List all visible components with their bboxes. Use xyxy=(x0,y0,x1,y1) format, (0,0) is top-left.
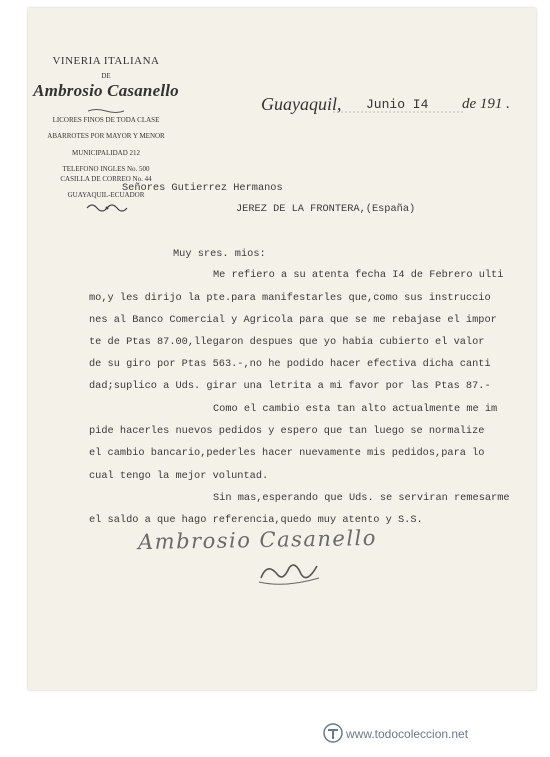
letterhead-casilla: CASILLA DE CORREO No. 44 xyxy=(60,175,152,183)
letterhead-city: GUAYAQUIL-ECUADOR xyxy=(67,191,145,199)
body-line: dad;suplico a Uds. girar una letrita a mi favor por las Ptas 87.- xyxy=(89,380,491,392)
ornament-divider-icon xyxy=(86,108,126,114)
body-line: pide hacerles nuevos pedidos y espero que tan luego se normalize xyxy=(89,425,485,437)
letterhead-abarrotes: ABARROTES POR MAYOR Y MENOR xyxy=(47,132,165,140)
body-line: mo,y les dirijo la pte.para manifestarles que,como sus instruccio xyxy=(89,292,491,304)
recipient-name: Señores Gutierrez Hermanos xyxy=(122,182,283,194)
body-line: nes al Banco Comercial y Agricola para que se me rebajase el impor xyxy=(89,314,497,326)
body-line: te de Ptas 87.00,llegaron despues que yo habia cubierto el valor xyxy=(89,336,485,348)
body-line: Sin mas,esperando que Uds. se serviran remesarme xyxy=(213,492,510,504)
recipient-city: JEREZ DE LA FRONTERA,(España) xyxy=(236,203,416,215)
body-line: el cambio bancario,pederles hacer nuevamente mis pedidos,para lo xyxy=(89,447,485,459)
signature: Ambrosio Casanello xyxy=(137,525,378,555)
letterhead-name: Ambrosio Casanello xyxy=(33,81,179,100)
salutation: Muy sres. mios: xyxy=(173,248,266,260)
date-year: de 191 . xyxy=(462,96,510,112)
ornament-flourish-icon xyxy=(84,201,130,215)
body-line: el saldo a que hago referencia,quedo muy atento y S.S. xyxy=(89,514,423,526)
letterhead-title: VINERIA ITALIANA xyxy=(52,55,160,67)
signature-flourish-icon xyxy=(255,558,325,588)
letterhead-de: DE xyxy=(101,72,111,80)
body-line: de su giro por Ptas 563.-,no he podido hacer efectiva dicha canti xyxy=(89,358,491,370)
date-day: Junio I4 xyxy=(366,97,429,112)
watermark-text: www.todocoleccion.net xyxy=(346,727,469,741)
body-line: Como el cambio esta tan alto actualmente me im xyxy=(213,403,498,415)
body-line: cual tengo la mejor voluntad. xyxy=(89,470,269,482)
letterhead-municipalidad: MUNICIPALIDAD 212 xyxy=(72,149,140,157)
letterhead-licores: LICORES FINOS DE TODA CLASE xyxy=(52,116,160,124)
watermark-logo-icon xyxy=(322,722,344,744)
body-line: Me refiero a su atenta fecha I4 de Febrero ulti xyxy=(213,269,504,281)
letterhead-telefono: TELEFONO INGLES No. 500 xyxy=(62,165,150,173)
date-city: Guayaquil, xyxy=(261,94,342,114)
